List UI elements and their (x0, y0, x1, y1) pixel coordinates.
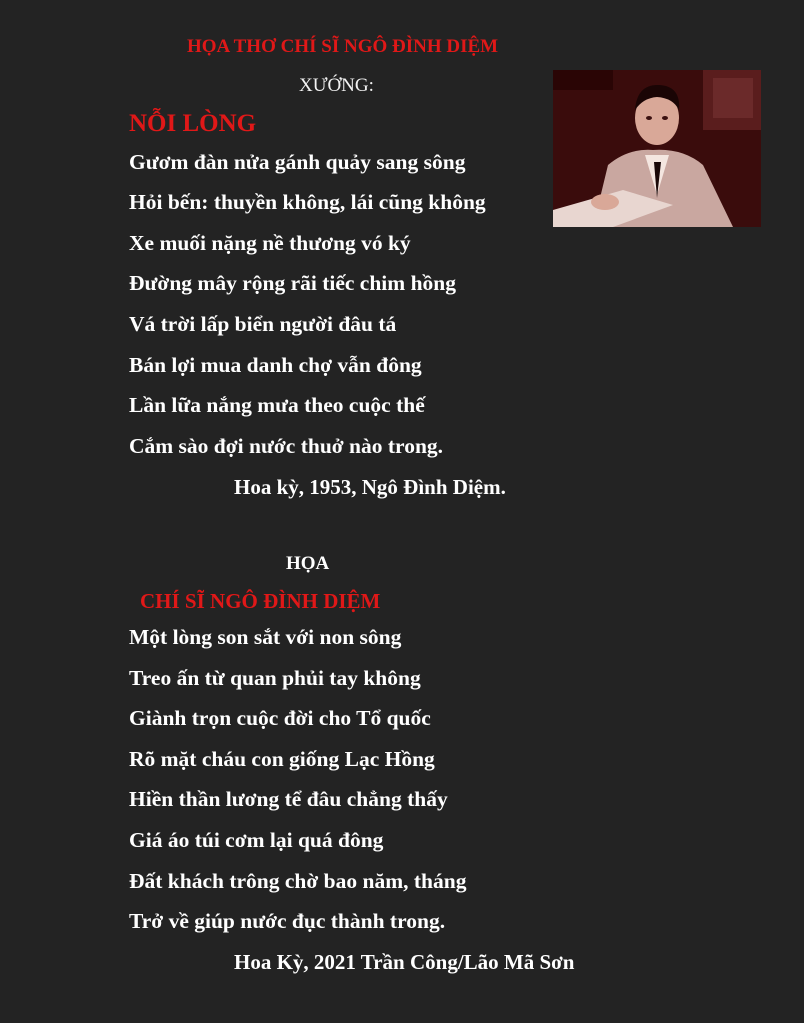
poem1-line-2: Hỏi bến: thuyền không, lái cũng không (129, 190, 486, 214)
poem2-line-5: Hiền thần lương tể đâu chẳng thấy (129, 787, 448, 811)
poem2-title: CHÍ SĨ NGÔ ĐÌNH DIỆM (140, 589, 381, 613)
portrait-photo (553, 70, 761, 227)
poem2-line-1: Một lòng son sắt với non sông (129, 625, 402, 649)
poem2-heading: HỌA (286, 553, 330, 574)
poem1-title: NỖI LÒNG (129, 110, 257, 137)
poem1-line-5: Vá trời lấp biển người đâu tá (129, 312, 397, 336)
poem1-line-8: Cắm sào đợi nước thuở nào trong. (129, 434, 444, 458)
poem2-line-7: Đất khách trông chờ bao năm, tháng (129, 869, 467, 893)
poem1-signature: Hoa kỳ, 1953, Ngô Đình Diệm. (234, 475, 506, 499)
poem1-line-1: Gươm đàn nửa gánh quảy sang sông (129, 150, 466, 174)
poem1-line-6: Bán lợi mua danh chợ vẫn đông (129, 353, 422, 377)
poem2-line-4: Rõ mặt cháu con giống Lạc Hồng (129, 747, 435, 771)
poem1-line-4: Đường mây rộng rãi tiếc chim hồng (129, 271, 456, 295)
page-title: HỌA THƠ CHÍ SĨ NGÔ ĐÌNH DIỆM (187, 36, 499, 57)
poem2-line-2: Treo ấn từ quan phủi tay không (129, 666, 421, 690)
poem1-line-3: Xe muối nặng nề thương vó ký (129, 231, 411, 255)
section-label-xuong: XƯỚNG: (299, 75, 374, 96)
poem2-line-8: Trở về giúp nước đục thành trong. (129, 909, 446, 933)
poem2-line-6: Giá áo túi cơm lại quá đông (129, 828, 384, 852)
poem1-line-7: Lần lữa nắng mưa theo cuộc thế (129, 393, 425, 417)
poem2-line-3: Giành trọn cuộc đời cho Tổ quốc (129, 706, 431, 730)
poem2-signature: Hoa Kỳ, 2021 Trần Công/Lão Mã Sơn (234, 950, 575, 974)
